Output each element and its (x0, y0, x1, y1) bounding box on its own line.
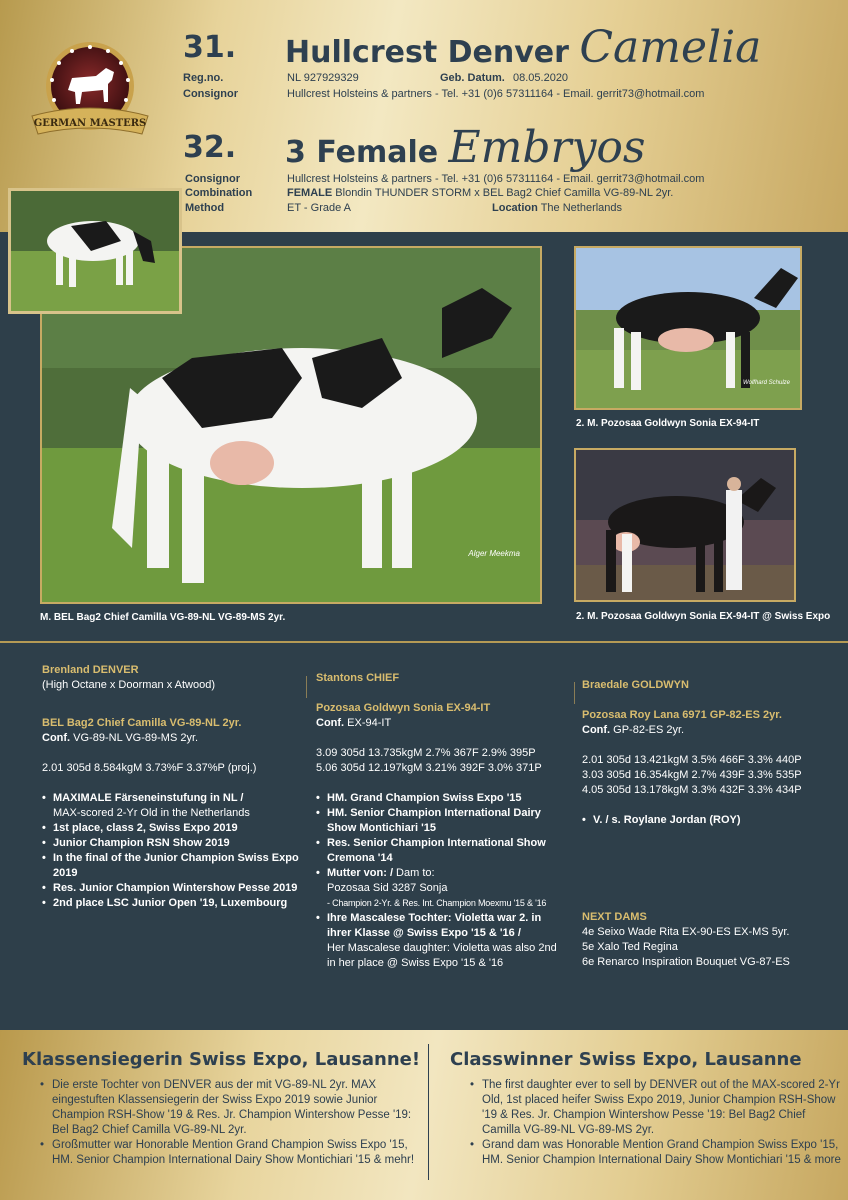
consignor-value-31: Hullcrest Holsteins & partners - Tel. +31 (0)6 57311164 - Email. gerrit73@hotmail.com (287, 88, 705, 100)
dob-label: Geb. Datum. (440, 72, 505, 84)
german-masters-logo (24, 38, 156, 150)
pedigree-column-3 (582, 678, 832, 970)
footer-right-list (470, 1078, 842, 1168)
pedigree-connector-2 (574, 682, 575, 704)
lot-31-number: 31. (183, 30, 237, 65)
dam-3-lactation-3: 4.05 305d 13.178kgM 3.3% 432F 3.3% 434P (582, 784, 802, 796)
main-photo-credit: Alger Meekma (468, 549, 520, 558)
dam-2-achievements (316, 791, 566, 971)
consignor-label-32: Consignor (185, 173, 240, 185)
method-value: ET - Grade A (287, 202, 351, 214)
combination-value: FEMALE Blondin THUNDER STORM x BEL Bag2 Chief Camilla VG-89-NL 2yr. (287, 187, 674, 199)
footer-right-item: • Grand dam was Honorable Mention Grand Champion Swiss Expo '15, HM. Senior Champion International Dairy Show Montichiari '15 & more (470, 1138, 842, 1168)
dam-3-conf: Conf. GP-82-ES 2yr. (582, 724, 685, 736)
dam-1-lactation: 2.01 305d 8.584kgM 3.73%F 3.37%P (proj.) (42, 762, 257, 774)
next-dam-5: 5e Xalo Ted Regina (582, 941, 678, 953)
consignor-label-31: Consignor (183, 88, 238, 100)
method-label: Method (185, 202, 225, 214)
main-photo-caption: M. BEL Bag2 Chief Camilla VG-89-NL VG-89-MS 2yr. (40, 612, 286, 623)
dob-value: 08.05.2020 (513, 72, 569, 84)
sire-1-pedigree: (High Octane x Doorman x Atwood) (42, 679, 216, 691)
dam-1-conf: Conf. VG-89-NL VG-89-MS 2yr. (42, 732, 199, 744)
inset-cow-image (11, 191, 181, 313)
lot-32-title-script: Embryos (448, 122, 646, 173)
pedigree-column-1 (42, 663, 304, 911)
footer-left-title: Klassensiegerin Swiss Expo, Lausanne! (22, 1049, 421, 1070)
dam-1: BEL Bag2 Chief Camilla VG-89-NL 2yr. (42, 717, 242, 729)
achievement-item: • Mutter von: / Dam to: Pozosaa Sid 3287 Sonja - Champion 2-Yr. & Res. Int. Champion Moexmu '15 & '16 (316, 866, 566, 911)
footer-left-item: • Die erste Tochter von DENVER aus der mit VG-89-NL 2yr. MAX eingestuften Klassensiegerin der Swiss Expo 2019 sowie Junior Champion RSH-Show '19 & Res. Jr. Champion Wintershow Pesse '19: Bel Bag2 Chief Camilla VG-89-NL 2yr. (40, 1078, 416, 1138)
achievement-item: • In the final of the Junior Champion Swiss Expo 2019 (42, 851, 304, 881)
dam-3-lactation-1: 2.01 305d 13.421kgM 3.5% 466F 3.3% 440P (582, 754, 802, 766)
combination-label: Combination (185, 187, 253, 199)
dam-3-notes (582, 813, 832, 828)
dam-2-lactation-1: 3.09 305d 13.735kgM 2.7% 367F 2.9% 395P (316, 747, 536, 759)
achievement-item: • 2nd place LSC Junior Open '19, Luxembourg (42, 896, 304, 911)
next-dams-label: NEXT DAMS (582, 911, 647, 923)
achievement-item: • Res. Senior Champion International Show Cremona '14 (316, 836, 566, 866)
achievement-item: • Junior Champion RSN Show 2019 (42, 836, 304, 851)
achievement-item: • Res. Junior Champion Wintershow Pesse 2019 (42, 881, 304, 896)
lot-32-title-main: 3 Female (285, 135, 449, 170)
lot-31-title (285, 22, 761, 73)
regno-value: NL 927929329 (287, 72, 359, 84)
dam-2: Pozosaa Goldwyn Sonia EX-94-IT (316, 702, 491, 714)
dam-1-achievements (42, 791, 304, 911)
footer-right-item: • The first daughter ever to sell by DENVER out of the MAX-scored 2-Yr Old, 1st placed heifer Swiss Expo 2019, Junior Champion RSH-Show '19 & Res. Jr. Champion Wintershow Pesse '19: Bel Bag2 Chief Camilla VG-89-NL VG-89-MS 2yr. (470, 1078, 842, 1138)
bottom-right-photo-caption: 2. M. Pozosaa Goldwyn Sonia EX-94-IT @ Swiss Expo (576, 611, 831, 622)
sire-2: Stantons CHIEF (316, 672, 400, 684)
next-dam-6: 6e Renarco Inspiration Bouquet VG-87-ES (582, 956, 790, 968)
inset-cow-photo (8, 188, 182, 314)
next-dam-4: 4e Seixo Wade Rita EX-90-ES EX-MS 5yr. (582, 926, 790, 938)
achievement-item: • HM. Senior Champion International Dairy Show Montichiari '15 (316, 806, 566, 836)
achievement-item: • 1st place, class 2, Swiss Expo 2019 (42, 821, 304, 836)
dam-2-conf: Conf. EX-94-IT (316, 717, 392, 729)
lot-32-number: 32. (183, 130, 237, 165)
dam-2-lactation-2: 5.06 305d 12.197kgM 3.21% 392F 3.0% 371P (316, 762, 542, 774)
section-divider (0, 641, 848, 643)
dam-3-lactation-2: 3.03 305d 16.354kgM 2.7% 439F 3.3% 535P (582, 769, 802, 781)
pedigree-connector-1 (306, 676, 307, 698)
achievement-item: • HM. Grand Champion Swiss Expo '15 (316, 791, 566, 806)
footer-left-item: • Großmutter war Honorable Mention Grand Champion Swiss Expo '15, HM. Senior Champion International Dairy Show Montichiari '15 & mehr! (40, 1138, 416, 1168)
top-right-photo-credit: Wolfhard Schulze (742, 380, 790, 386)
top-right-photo-caption: 2. M. Pozosaa Goldwyn Sonia EX-94-IT (576, 418, 760, 429)
footer-left-list (40, 1078, 416, 1168)
regno-label: Reg.no. (183, 72, 224, 84)
svg-text:GERMAN MASTERS: GERMAN MASTERS (33, 118, 147, 129)
consignor-value-32: Hullcrest Holsteins & partners - Tel. +31 (0)6 57311164 - Email. gerrit73@hotmail.com (287, 173, 705, 185)
pedigree-column-2 (316, 671, 566, 971)
dam-3: Pozosaa Roy Lana 6971 GP-82-ES 2yr. (582, 709, 782, 721)
location: Location The Netherlands (492, 202, 623, 214)
achievement-item: • Ihre Mascalese Tochter: Violetta war 2. in ihrer Klasse @ Swiss Expo '15 & '16 / Her Mascalese daughter: Violetta was also 2nd in her place @ Swiss Expo '15 & '16 (316, 911, 566, 971)
lot-32-title (285, 122, 646, 173)
achievement-item: • MAXIMALE Färseneinstufung in NL / MAX-scored 2-Yr Old in the Netherlands (42, 791, 304, 821)
footer-right-title: Classwinner Swiss Expo, Lausanne (450, 1049, 802, 1070)
sire-3: Braedale GOLDWYN (582, 679, 689, 691)
footer-divider (428, 1044, 429, 1180)
achievement-item: • V. / s. Roylane Jordan (ROY) (582, 813, 832, 828)
lot-31-title-main: Hullcrest Denver (285, 35, 580, 70)
bottom-right-cow-image (576, 450, 796, 602)
sire-1: Brenland DENVER (42, 664, 139, 676)
top-right-cow-photo (574, 246, 802, 410)
bottom-right-cow-photo (574, 448, 796, 602)
lot-31-title-script: Camelia (579, 22, 762, 73)
